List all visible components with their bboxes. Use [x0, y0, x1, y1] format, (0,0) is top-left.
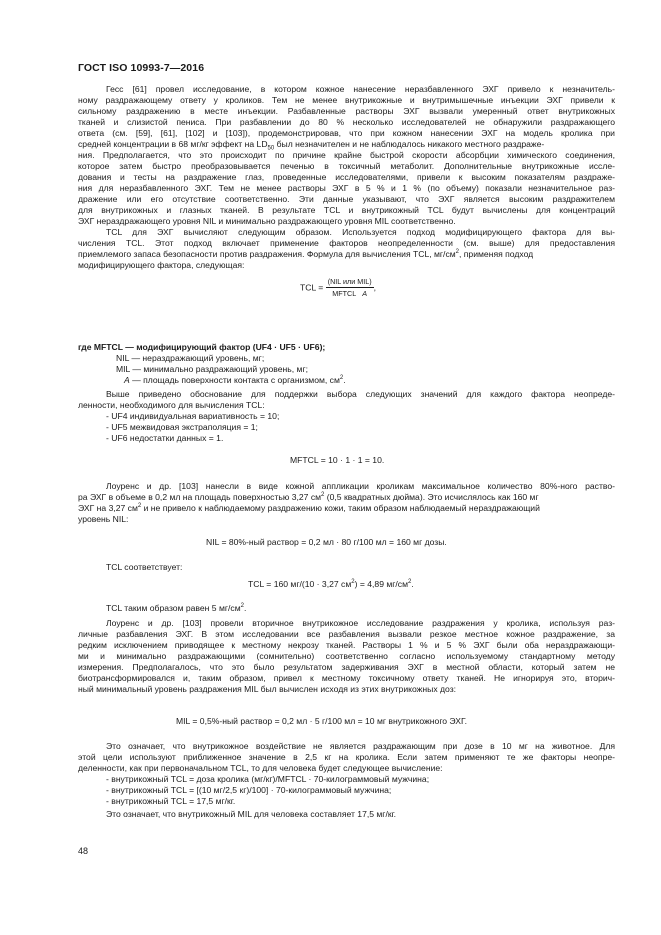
formula-tcl-comma: ,: [373, 282, 377, 293]
formula-tcl-calc-sup1: 2: [351, 579, 355, 586]
p2-line-2: числения TCL. Этот подход включает применение факторов неопределенности (см. выше) для предоставления: [78, 238, 615, 248]
factor-uf4: - UF4 индивидуальная вариативность = 10;: [106, 411, 280, 421]
formula-tcl-fraction: [326, 277, 377, 298]
tcl-equals-sup: 2: [240, 603, 244, 610]
human-calc-2: - внутрикожный TCL = [(10 мг/2,5 кг)/100] · 70-килограммовый мужчина;: [106, 785, 392, 795]
ld50-subscript: 50: [267, 145, 275, 152]
formula-tcl-calc-b: ) = 4,89 мг/см: [354, 579, 408, 589]
p1-line-9: дования и тесты на раздражение глаз, проведенные исследователями, привели к высоким показателям раздраже-: [78, 172, 615, 182]
p5-line-1: Лоуренс и др. [103] провели вторичное внутрикожное исследование раздражения у кролика, используя раз-: [106, 618, 615, 628]
tcl-equals: [106, 603, 246, 614]
where-nil: NIL — нераздражающий уровень, мг;: [116, 353, 265, 363]
p1-line-8: которое затем быстро преобразовывается печенью в токсичный метаболит. Дополнительные внутрикожные иссле-: [78, 161, 615, 171]
p1-line-6-tail: был незначителен и не наблюдалось никакого местного раздраже-: [274, 139, 545, 149]
p2-sup: 2: [455, 249, 459, 256]
p4-line-2-sup: 2: [321, 492, 325, 499]
p5-line-2: личные разбавления ЭХГ. В этом исследовании все разбавления вызвали резкое местное кожное раздражение, за: [78, 629, 615, 639]
p4-line-3-sup: 2: [137, 503, 142, 510]
p1-line-3: сильному раздражению в месте инъекции. Разбавленные растворы ЭХГ вызвали умеренный ответ внутрикожных: [78, 106, 615, 116]
p1-line-10: ния для неразбавленного ЭХГ. Тем не менее растворы ЭХГ в 5 % и 1 % (по объему) показали незначительное раз-: [78, 183, 615, 193]
formula-mil: MIL = 0,5%-ный раствор = 0,2 мл · 5 г/100 мл = 10 мг внутрикожного ЭХГ.: [176, 716, 468, 726]
formula-tcl-calc-a: TCL = 160 мг/(10 · 3,27 см: [248, 579, 352, 589]
p2-line-3-tail: , применяя подход: [459, 249, 534, 259]
p4-line-3: [78, 503, 615, 514]
p1-line-7: ния. Предполагается, что это происходит по причине крайне быстрой скорости абсорбции химического соединения,: [78, 150, 615, 160]
formula-tcl-den-mftcl: MFTCL: [332, 289, 357, 298]
p6-line-2: этой цели используют приближенное значение в 2,5 кг на кролика. Если затем применяют те же факторы неопре-: [78, 752, 615, 762]
p1-line-1: Гесс [61] провел исследование, в котором кожное нанесение неразбавленного ЭХГ привело к незначитель-: [106, 84, 615, 94]
where-area: [124, 375, 346, 386]
formula-tcl-calc: [248, 579, 414, 590]
formula-tcl: [300, 277, 376, 298]
human-calc-1: - внутрикожный TCL = доза кролика (мг/кг)/MFTCL · 70-килограммовый мужчина;: [106, 774, 430, 784]
factor-uf5: - UF5 межвидовая экстраполяция = 1;: [106, 422, 258, 432]
tcl-equals-text: TCL таким образом равен 5 мг/см: [106, 603, 241, 613]
p1-line-2: ному раздражающему ответу у кроликов. Тем не менее внутрикожные и внутримышечные инъекции ЭХГ привели к: [78, 95, 615, 105]
p3-line-1: Выше приведено обоснование для поддержки выбора следующих значений для каждого фактора неопреде-: [106, 389, 615, 399]
p6-line-1: Это означает, что внутрикожное воздействие не является раздражающим при дозе в 10 мг на животное. Для: [106, 741, 615, 751]
p1-line-6-text: средней концентрации в 68 мг/кг эффект на LD: [78, 139, 268, 149]
conclusion: Это означает, что внутрикожный MIL для человека составляет 17,5 мг/кг.: [106, 809, 397, 819]
formula-mftcl: MFTCL = 10 · 1 · 1 = 10.: [290, 455, 385, 465]
p1-line-11: дражение или его отсутствие соответственно. Эти данные указывают, что ЭХГ является высоким раздражителем: [78, 194, 615, 204]
where-area-end: .: [343, 375, 346, 385]
page-number: 48: [78, 846, 89, 856]
formula-tcl-numerator: (NIL или MIL): [327, 277, 372, 286]
p2-line-3: [78, 249, 615, 260]
p1-line-4: тканей и слизистой пениса. При разбавлении до 80 % несколько исследователей не обнаружили раздражающего: [78, 117, 615, 127]
p4-line-2: [78, 492, 615, 503]
p4-line-4: уровень NIL:: [78, 514, 129, 524]
p1-line-6: [78, 139, 615, 150]
where-lead: где MFTCL — модифицирующий фактор (UF4 · UF5 · UF6);: [78, 342, 326, 352]
document-header: ГОСТ ISO 10993-7—2016: [78, 62, 205, 74]
human-calc-3: - внутрикожный TCL = 17,5 мг/кг.: [106, 796, 236, 806]
factor-uf6: - UF6 недостатки данных = 1.: [106, 433, 224, 443]
p2-line-3-text: приемлемого запаса безопасности против раздражения. Формула для вычисления TCL, мг/см: [78, 249, 456, 259]
p4-line-1: Лоуренс и др. [103] нанесли в виде кожной аппликации кроликам максимальное количество 80%-ного раство-: [106, 481, 615, 491]
where-area-sup: 2: [339, 375, 344, 382]
p4-line-2-tail: (0,5 квадратных дюйма). Это исчислялось как 160 мг: [324, 492, 539, 502]
where-area-text: — площадь поверхности контакта с организмом, см: [129, 375, 340, 385]
formula-tcl-calc-c: .: [411, 579, 414, 589]
p5-line-4: ми и минимально раздражающими (сомнительно) соответственно согласно используемому стандартному методу: [78, 651, 615, 661]
p5-line-6: биотрансформировался и, таким образом, привел к местному токсичному ответу тканей. Не игнорируя это, вторич-: [78, 673, 615, 683]
p2-line-4: модифицирующего фактора, следующая:: [78, 260, 245, 270]
p4-line-3-text: ЭХГ на 3,27 см: [78, 503, 138, 513]
p5-line-5: измерения. Предполагалось, что это было результатом задерживания ЭХГ в местной области, который затем не: [78, 662, 615, 672]
p1-line-12: для внутрикожных и глазных тканей. В результате TCL и внутрикожный TCL будут вычислены для концентраций: [78, 205, 615, 215]
formula-tcl-calc-sup2: 2: [408, 579, 412, 586]
tcl-equals-end: .: [243, 603, 247, 613]
formula-nil: NIL = 80%-ный раствор = 0,2 мл · 80 г/100 мл = 160 мг дозы.: [206, 537, 447, 547]
p2-line-1: TCL для ЭХГ вычисляют следующим образом. Используется подход модифицирующего фактора для вы-: [106, 227, 615, 237]
p6-line-3: деленности, как при первоначальном TCL, то для человека будет следующее вычисление:: [78, 763, 443, 773]
p3-line-2: ленности, необходимого для вычисления TCL:: [78, 400, 265, 410]
p4-line-3-tail: и не привело к наблюдаемому раздражению кожи, таким образом наблюдаемый нераздражающий: [141, 503, 540, 513]
tcl-corresponds: TCL соответствует:: [106, 562, 183, 572]
where-mil: MIL — минимально раздражающий уровень, мг;: [116, 364, 308, 374]
formula-tcl-lhs: TCL =: [300, 282, 324, 293]
p1-line-5: ответа (см. [59], [61], [102] и [103]), продемонстрировав, что при кожном нанесении ЭХГ на модель кролика при: [78, 128, 615, 138]
formula-tcl-denominator: [326, 288, 374, 298]
p4-line-2-text: ра ЭХГ в объеме в 0,2 мл на площадь поверхностью 3,27 см: [78, 492, 322, 502]
p5-line-7: ный минимальный уровень раздражения MIL был вычислен исходя из этих внутрикожных доз:: [78, 684, 457, 694]
where-area-symbol: A: [124, 375, 130, 385]
p1-line-13: ЭХГ нераздражающего уровня NIL и минимально раздражающего уровня MIL соответственно.: [78, 216, 456, 226]
formula-tcl-den-a: A: [362, 289, 368, 298]
p5-line-3: редким исключением приводящее к местному некрозу тканей. Растворы 1 % и 5 % ЭХГ были оба нераздражающи-: [78, 640, 615, 650]
